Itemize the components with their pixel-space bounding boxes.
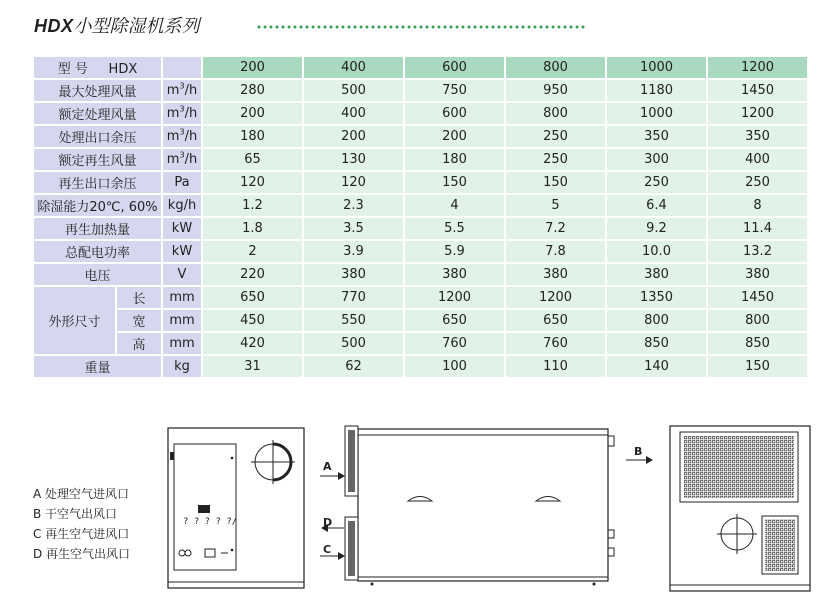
value-cell: 800 — [506, 103, 605, 124]
row-label: 再生出口余压 — [34, 172, 161, 193]
side-view-drawing — [320, 426, 653, 586]
value-cell: 250 — [506, 149, 605, 170]
unit-cell: kg — [163, 356, 201, 377]
outlet-legend — [33, 484, 130, 564]
value-cell: 1.8 — [203, 218, 302, 239]
value-cell: 140 — [607, 356, 706, 377]
value-cell: 8 — [708, 195, 807, 216]
value-cell: 4 — [405, 195, 504, 216]
value-cell: 200 — [304, 126, 403, 147]
row-label: 电压 — [34, 264, 161, 285]
unit-cell: kg/h — [163, 195, 201, 216]
row-label: 除湿能力20℃, 60% — [34, 195, 161, 216]
unit-cell: $m^3/h$ — [163, 126, 201, 147]
value-cell: 130 — [304, 149, 403, 170]
legend-item: D 再生空气出风口 — [33, 547, 131, 561]
value-cell: 1200 — [506, 287, 605, 308]
value-cell: 850 — [708, 333, 807, 354]
value-cell: 62 — [304, 356, 403, 377]
value-cell: 150 — [708, 356, 807, 377]
value-cell: 1180 — [607, 80, 706, 101]
value-cell: 650 — [506, 310, 605, 331]
unit-cell: Pa — [163, 172, 201, 193]
value-cell: 400 — [708, 149, 807, 170]
row-label: 重量 — [34, 356, 161, 377]
value-cell: 6.4 — [607, 195, 706, 216]
value-cell: 800 — [607, 310, 706, 331]
model-header: 1200 — [708, 57, 807, 78]
value-cell: 31 — [203, 356, 302, 377]
value-cell: 250 — [506, 126, 605, 147]
row-label: 再生加热量 — [34, 218, 161, 239]
row-label: 最大处理风量 — [34, 80, 161, 101]
legend-item: B 干空气出风口 — [33, 507, 118, 521]
value-cell: 380 — [405, 264, 504, 285]
value-cell: 180 — [405, 149, 504, 170]
model-code: HDX — [108, 62, 138, 77]
unit-cell: kW — [163, 218, 201, 239]
value-cell: 120 — [203, 172, 302, 193]
value-cell: 850 — [607, 333, 706, 354]
unit-cell: V — [163, 264, 201, 285]
value-cell: 1200 — [708, 103, 807, 124]
value-cell: 250 — [708, 172, 807, 193]
dimension-sub-label: 高 — [117, 333, 161, 354]
dimension-sub-label: 长 — [117, 287, 161, 308]
value-cell: 2.3 — [304, 195, 403, 216]
value-cell: 1450 — [708, 80, 807, 101]
value-cell: 650 — [405, 310, 504, 331]
value-cell: 3.5 — [304, 218, 403, 239]
value-cell: 5 — [506, 195, 605, 216]
value-cell: 950 — [506, 80, 605, 101]
arrow-label-d: D — [323, 516, 333, 529]
value-cell: 7.8 — [506, 241, 605, 262]
value-cell: 760 — [405, 333, 504, 354]
value-cell: 800 — [708, 310, 807, 331]
value-cell: 150 — [405, 172, 504, 193]
unit-cell: mm — [163, 310, 201, 331]
value-cell: 2 — [203, 241, 302, 262]
row-label: 处理出口余压 — [34, 126, 161, 147]
value-cell: 380 — [506, 264, 605, 285]
value-cell: 420 — [203, 333, 302, 354]
model-header: 200 — [203, 57, 302, 78]
arrow-label-b: B — [634, 445, 643, 458]
value-cell: 10.0 — [607, 241, 706, 262]
value-cell: 120 — [304, 172, 403, 193]
value-cell: 250 — [607, 172, 706, 193]
value-cell: 220 — [203, 264, 302, 285]
rear-view-drawing — [670, 426, 810, 591]
value-cell: 500 — [304, 333, 403, 354]
title-series-name: 小型除湿机系列 — [73, 16, 200, 37]
value-cell: 1000 — [607, 103, 706, 124]
value-cell: 1200 — [405, 287, 504, 308]
value-cell: 1450 — [708, 287, 807, 308]
model-header: 1000 — [607, 57, 706, 78]
model-label: 型 号 — [57, 62, 88, 77]
title-series-code: HDX — [34, 16, 74, 36]
value-cell: 350 — [708, 126, 807, 147]
row-label: 额定再生风量 — [34, 149, 161, 170]
legend-item: A 处理空气进风口 — [33, 487, 130, 501]
value-cell: 750 — [405, 80, 504, 101]
value-cell: 760 — [506, 333, 605, 354]
value-cell: 380 — [708, 264, 807, 285]
unit-cell: mm — [163, 333, 201, 354]
value-cell: 3.9 — [304, 241, 403, 262]
unit-cell: $m^3/h$ — [163, 103, 201, 124]
value-cell: 450 — [203, 310, 302, 331]
model-header: 400 — [304, 57, 403, 78]
value-cell: 1350 — [607, 287, 706, 308]
dimension-group-label: 外形尺寸 — [34, 287, 115, 354]
row-label: 额定处理风量 — [34, 103, 161, 124]
value-cell: 380 — [304, 264, 403, 285]
unit-cell: kW — [163, 241, 201, 262]
value-cell: 300 — [607, 149, 706, 170]
value-cell: 100 — [405, 356, 504, 377]
svg-text:? ? ? ? ?/: ? ? ? ? ?/ — [183, 517, 238, 527]
value-cell: 65 — [203, 149, 302, 170]
value-cell: 9.2 — [607, 218, 706, 239]
value-cell: 400 — [304, 103, 403, 124]
value-cell: 200 — [203, 103, 302, 124]
value-cell: 200 — [405, 126, 504, 147]
value-cell: 180 — [203, 126, 302, 147]
front-view-drawing — [168, 428, 304, 588]
arrow-label-c: C — [323, 543, 332, 556]
value-cell: 150 — [506, 172, 605, 193]
unit-cell: $m^3/h$ — [163, 149, 201, 170]
arrow-label-a: A — [323, 460, 332, 473]
value-cell: 550 — [304, 310, 403, 331]
unit-cell: mm — [163, 287, 201, 308]
row-label: 总配电功率 — [34, 241, 161, 262]
value-cell: 600 — [405, 103, 504, 124]
unit-cell: $m^3/h$ — [163, 80, 201, 101]
value-cell: 7.2 — [506, 218, 605, 239]
value-cell: 280 — [203, 80, 302, 101]
dimension-sub-label: 宽 — [117, 310, 161, 331]
value-cell: 11.4 — [708, 218, 807, 239]
value-cell: 110 — [506, 356, 605, 377]
legend-item: C 再生空气进风口 — [33, 527, 130, 541]
value-cell: 500 — [304, 80, 403, 101]
value-cell: 770 — [304, 287, 403, 308]
model-header: 600 — [405, 57, 504, 78]
value-cell: 650 — [203, 287, 302, 308]
value-cell: 13.2 — [708, 241, 807, 262]
value-cell: 1.2 — [203, 195, 302, 216]
model-header: 800 — [506, 57, 605, 78]
value-cell: 350 — [607, 126, 706, 147]
value-cell: 5.5 — [405, 218, 504, 239]
value-cell: 5.9 — [405, 241, 504, 262]
value-cell: 380 — [607, 264, 706, 285]
